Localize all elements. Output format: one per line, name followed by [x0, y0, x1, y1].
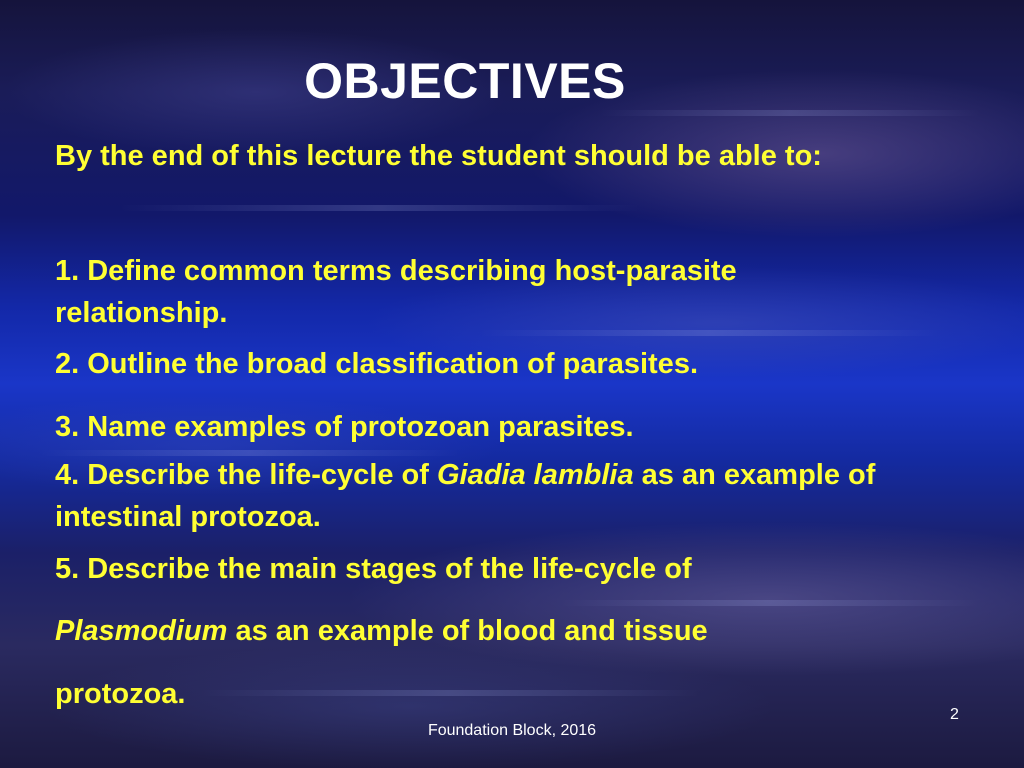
- background-streak: [600, 110, 980, 116]
- slide-title: OBJECTIVES: [304, 53, 626, 109]
- footer-text: Foundation Block, 2016: [427, 722, 597, 739]
- page-number: 2: [950, 706, 959, 723]
- organism-name-plasmodium: Plasmodium: [55, 615, 228, 647]
- objective-4-suffix: as an example of intestinal protozoa.: [55, 459, 876, 533]
- organism-name-giardia: Giadia lamblia: [436, 459, 634, 491]
- objective-5-continued: [55, 610, 995, 652]
- background-streak: [560, 600, 980, 606]
- objective-5: 5. Describe the main stages of the life-cycle of: [55, 553, 692, 585]
- objective-3: 3. Name examples of protozoan parasites.: [55, 411, 634, 443]
- objective-4: [55, 454, 985, 538]
- background-streak: [120, 205, 640, 211]
- objective-1: 1. Define common terms describing host-parasite relationship.: [55, 255, 737, 329]
- intro-text: By the end of this lecture the student should be able to:: [55, 140, 822, 172]
- objective-5-end: protozoa.: [55, 678, 186, 710]
- objective-4-prefix: 4. Describe the life-cycle of: [55, 459, 437, 491]
- objective-5-continued-text: as an example of blood and tissue: [227, 615, 708, 647]
- objective-2: 2. Outline the broad classification of parasites.: [55, 348, 698, 380]
